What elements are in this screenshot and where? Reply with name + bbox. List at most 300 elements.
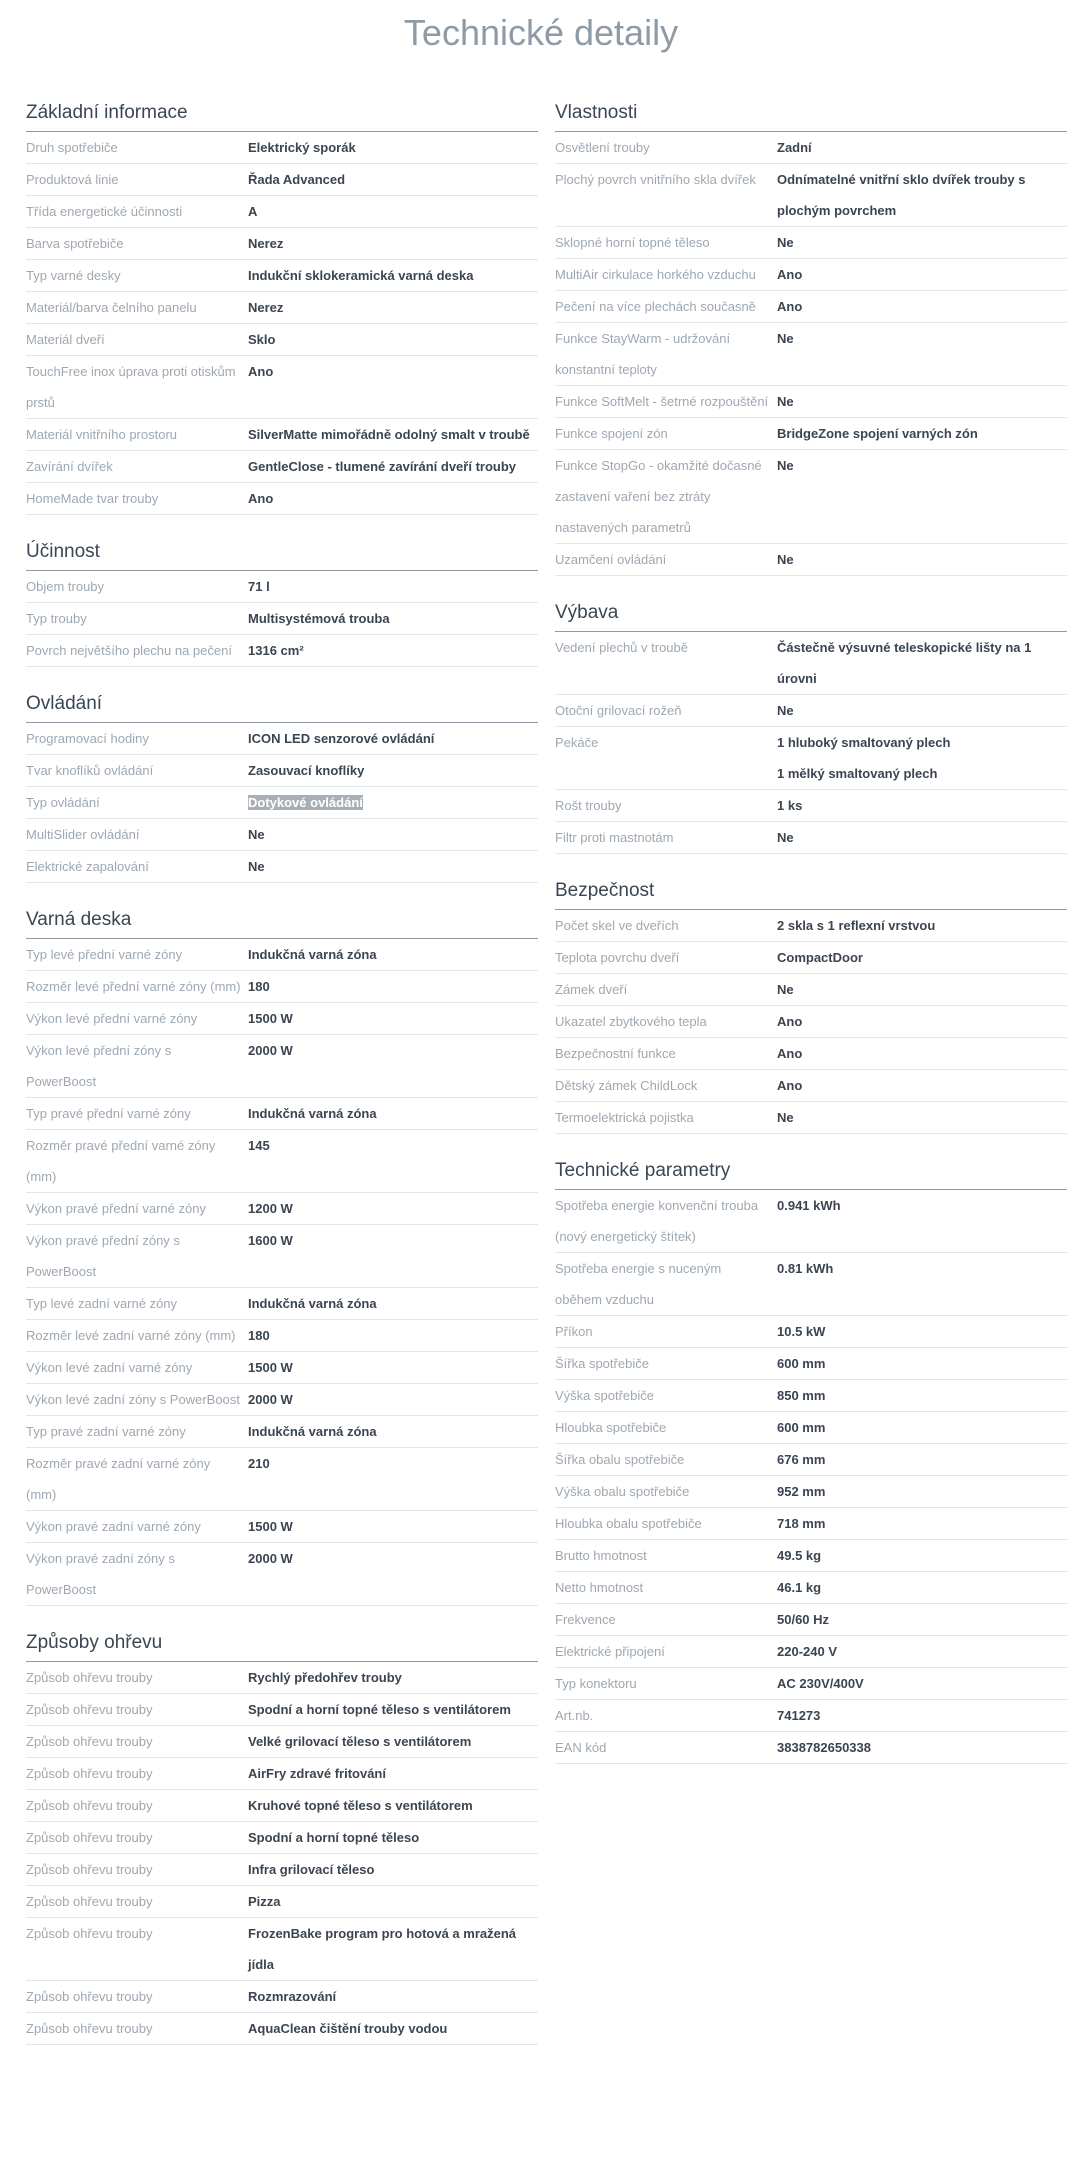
spec-row	[555, 790, 1067, 822]
spec-row	[26, 851, 538, 883]
spec-row	[555, 1508, 1067, 1540]
spec-row	[26, 228, 538, 260]
spec-value	[777, 695, 1067, 726]
spec-row	[555, 259, 1067, 291]
section-title: Způsoby ohřevu	[26, 1632, 538, 1662]
spec-row	[555, 632, 1067, 695]
spec-value	[777, 1636, 1067, 1667]
spec-value-text: 1 ks	[777, 798, 803, 813]
spec-label: Způsob ohřevu trouby	[26, 1766, 153, 1781]
spec-value	[248, 451, 538, 482]
spec-value	[248, 1384, 538, 1415]
spec-value-text: Rozmrazování	[248, 1989, 337, 2004]
section-title: Vlastnosti	[555, 102, 1067, 132]
spec-label: Výkon levé přední zóny s PowerBoost	[26, 1043, 172, 1089]
spec-value-text: Ne	[777, 552, 794, 567]
spec-row	[26, 1098, 538, 1130]
spec-value	[777, 1316, 1067, 1347]
spec-row	[555, 910, 1067, 942]
spec-row	[555, 1412, 1067, 1444]
spec-value	[777, 822, 1067, 853]
spec-value-text: Infra grilovací těleso	[248, 1862, 375, 1877]
spec-label: Osvětlení trouby	[555, 140, 650, 155]
spec-label: Filtr proti mastnotám	[555, 830, 674, 845]
spec-label: Materiál/barva čelního panelu	[26, 300, 197, 315]
spec-label: Výkon pravé zadní zóny s PowerBoost	[26, 1551, 175, 1597]
spec-value	[777, 790, 1067, 821]
spec-label: Příkon	[555, 1324, 593, 1339]
spec-row	[26, 971, 538, 1003]
spec-label: Výkon levé zadní zóny s PowerBoost	[26, 1392, 240, 1407]
spec-row	[555, 1444, 1067, 1476]
spec-row	[26, 1662, 538, 1694]
spec-label: Povrch největšího plechu na pečení	[26, 643, 232, 658]
spec-value-text: 10.5 kW	[777, 1324, 826, 1339]
spec-label: Typ pravé přední varné zóny	[26, 1106, 191, 1121]
spec-label: Uzamčení ovládání	[555, 552, 667, 567]
spec-value	[777, 1668, 1067, 1699]
spec-label: Materiál dveří	[26, 332, 105, 347]
spec-row	[26, 132, 538, 164]
spec-label: Způsob ohřevu trouby	[26, 1894, 153, 1909]
spec-value	[777, 1102, 1067, 1133]
spec-value-text: Ne	[777, 830, 794, 845]
spec-row	[555, 1732, 1067, 1764]
spec-row	[555, 227, 1067, 259]
spec-row	[555, 727, 1067, 790]
spec-value-text: Zasouvací knoflíky	[248, 763, 365, 778]
spec-label: Spotřeba energie s nuceným oběhem vzduchu	[555, 1261, 722, 1307]
spec-value-text: Ano	[777, 299, 803, 314]
spec-row	[26, 1448, 538, 1511]
spec-row	[555, 418, 1067, 450]
spec-value-text: BridgeZone spojení varných zón	[777, 426, 978, 441]
spec-label: Objem trouby	[26, 579, 105, 594]
spec-label: Art.nb.	[555, 1708, 594, 1723]
spec-value-text: Ne	[777, 394, 794, 409]
spec-label: Pečení na více plechách současně	[555, 299, 756, 314]
spec-value	[248, 1543, 538, 1605]
spec-row	[26, 1225, 538, 1288]
spec-value-text: 1500 W	[248, 1011, 293, 1026]
spec-value-text: 220-240 V	[777, 1644, 837, 1659]
spec-label: Výkon pravé přední varné zóny	[26, 1201, 206, 1216]
spec-label: Otoční grilovací rožeň	[555, 703, 682, 718]
spec-value-text: Indukční sklokeramická varná deska	[248, 268, 474, 283]
spec-value	[777, 942, 1067, 973]
spec-value	[777, 1253, 1067, 1315]
spec-label: Rozměr pravé zadní varné zóny (mm)	[26, 1456, 211, 1502]
spec-row	[555, 1572, 1067, 1604]
section-title: Výbava	[555, 602, 1067, 632]
spec-row	[555, 1380, 1067, 1412]
spec-row	[26, 324, 538, 356]
spec-value	[777, 1540, 1067, 1571]
spec-row	[555, 1038, 1067, 1070]
spec-value-text: AquaClean čištění trouby vodou	[248, 2021, 448, 2036]
spec-label: Výška spotřebiče	[555, 1388, 654, 1403]
spec-value	[248, 1035, 538, 1097]
spec-value-text: AC 230V/400V	[777, 1676, 864, 1691]
spec-value	[248, 132, 538, 163]
spec-value-text: 2000 W	[248, 1043, 293, 1058]
spec-row	[555, 1070, 1067, 1102]
spec-value-text: 145	[248, 1138, 270, 1153]
spec-row	[555, 1668, 1067, 1700]
spec-value	[248, 292, 538, 323]
spec-row	[26, 451, 538, 483]
spec-label: TouchFree inox úprava proti otiskům prstů	[26, 364, 236, 410]
spec-value-text: Indukčná varná zóna	[248, 947, 377, 962]
spec-label: Hloubka obalu spotřebiče	[555, 1516, 702, 1531]
spec-value	[777, 632, 1067, 694]
spec-row	[26, 1320, 538, 1352]
spec-value	[248, 635, 538, 666]
spec-label: Typ trouby	[26, 611, 87, 626]
spec-label: Sklopné horní topné těleso	[555, 235, 710, 250]
spec-value	[777, 974, 1067, 1005]
spec-value-text: Ne	[248, 827, 265, 842]
spec-value-text: 2000 W	[248, 1392, 293, 1407]
spec-value	[248, 939, 538, 970]
spec-value-text: 2 skla s 1 reflexní vrstvou	[777, 918, 936, 933]
section-title: Varná deska	[26, 909, 538, 939]
section-zakladni-informace	[26, 102, 538, 515]
spec-row	[26, 1352, 538, 1384]
spec-label: Počet skel ve dveřích	[555, 918, 679, 933]
spec-row	[26, 1193, 538, 1225]
spec-value-text: 1600 W	[248, 1233, 293, 1248]
spec-value	[777, 1070, 1067, 1101]
section-vlastnosti	[555, 102, 1067, 576]
spec-value	[248, 483, 538, 514]
spec-label: Rozměr pravé přední varné zóny (mm)	[26, 1138, 216, 1184]
spec-value	[248, 819, 538, 850]
spec-value-text: Ne	[248, 859, 265, 874]
spec-label: Rošt trouby	[555, 798, 622, 813]
left-column	[26, 102, 538, 2071]
spec-row	[555, 822, 1067, 854]
spec-label: Vedení plechů v troubě	[555, 640, 688, 655]
spec-label: Zámek dveří	[555, 982, 628, 997]
spec-value-text: 718 mm	[777, 1516, 826, 1531]
spec-row	[26, 723, 538, 755]
section-technicke-parametry	[555, 1160, 1067, 1764]
spec-value	[248, 1511, 538, 1542]
spec-columns	[0, 102, 1082, 2071]
spec-label: Elektrické zapalování	[26, 859, 149, 874]
spec-label: Hloubka spotřebiče	[555, 1420, 667, 1435]
spec-value	[248, 1758, 538, 1789]
section-title: Základní informace	[26, 102, 538, 132]
spec-value	[777, 291, 1067, 322]
spec-value-text: 49.5 kg	[777, 1548, 822, 1563]
spec-value-text: Pizza	[248, 1894, 281, 1909]
spec-row	[26, 1822, 538, 1854]
spec-value	[248, 1790, 538, 1821]
spec-row	[555, 1102, 1067, 1134]
spec-value	[248, 1918, 538, 1980]
spec-label: Funkce StopGo - okamžité dočasné zastavení vaření bez ztráty nastavených parametrů	[555, 458, 762, 535]
spec-label: MultiSlider ovládání	[26, 827, 140, 842]
spec-label: Výkon pravé přední zóny s PowerBoost	[26, 1233, 180, 1279]
spec-row	[555, 1540, 1067, 1572]
spec-value-text: Indukčná varná zóna	[248, 1106, 377, 1121]
spec-value	[777, 1190, 1067, 1252]
spec-label: Dětský zámek ChildLock	[555, 1078, 698, 1093]
spec-value	[248, 1225, 538, 1287]
spec-value-text: SilverMatte mimořádně odolný smalt v troubě	[248, 427, 530, 442]
spec-label: Výkon levé zadní varné zóny	[26, 1360, 193, 1375]
spec-label: Způsob ohřevu trouby	[26, 1702, 153, 1717]
spec-row	[555, 164, 1067, 227]
spec-value	[248, 1320, 538, 1351]
spec-value-text: Spodní a horní topné těleso	[248, 1830, 420, 1845]
spec-value	[248, 723, 538, 754]
spec-row	[555, 1190, 1067, 1253]
spec-value-text: CompactDoor	[777, 950, 863, 965]
spec-label: Typ varné desky	[26, 268, 121, 283]
spec-value	[248, 1416, 538, 1447]
spec-value-text: 180	[248, 979, 270, 994]
spec-row	[26, 1886, 538, 1918]
spec-row	[26, 1003, 538, 1035]
spec-value-text: 1316 cm²	[248, 643, 304, 658]
spec-label: Typ konektoru	[555, 1676, 637, 1691]
spec-row	[555, 942, 1067, 974]
spec-value-text: Odnímatelné vnitřní sklo dvířek trouby s plochým povrchem	[777, 172, 1026, 218]
spec-value	[777, 1006, 1067, 1037]
spec-value-text: Ano	[248, 364, 274, 379]
spec-row	[26, 1694, 538, 1726]
spec-value	[248, 1662, 538, 1693]
spec-value	[248, 971, 538, 1002]
spec-value	[248, 1886, 538, 1917]
spec-label: Ukazatel zbytkového tepla	[555, 1014, 707, 1029]
spec-row	[555, 132, 1067, 164]
spec-value-text: Ano	[777, 1046, 803, 1061]
spec-value	[248, 755, 538, 786]
spec-label: Typ ovládání	[26, 795, 100, 810]
spec-value	[777, 1508, 1067, 1539]
spec-value	[248, 2013, 538, 2044]
spec-row	[26, 819, 538, 851]
spec-value-text: 952 mm	[777, 1484, 826, 1499]
spec-row	[26, 635, 538, 667]
spec-label: Pekáče	[555, 735, 599, 750]
spec-value-text: Ano	[777, 1078, 803, 1093]
spec-label: Způsob ohřevu trouby	[26, 1734, 153, 1749]
spec-value-text: Nerez	[248, 236, 284, 251]
section-bezpecnost	[555, 880, 1067, 1134]
spec-value	[248, 1822, 538, 1853]
spec-value-text: 600 mm	[777, 1420, 826, 1435]
spec-row	[26, 419, 538, 451]
spec-value	[248, 1193, 538, 1224]
spec-value-text: Dotykové ovládání	[248, 795, 363, 810]
spec-value-text: Rychlý předohřev trouby	[248, 1670, 402, 1685]
spec-row	[26, 356, 538, 419]
spec-row	[26, 1543, 538, 1606]
spec-value	[777, 1412, 1067, 1443]
spec-value	[777, 227, 1067, 258]
spec-label: Druh spotřebiče	[26, 140, 118, 155]
spec-value-text: Ne	[777, 703, 794, 718]
spec-value	[777, 164, 1067, 226]
spec-value-text: 50/60 Hz	[777, 1612, 830, 1627]
spec-value	[777, 1572, 1067, 1603]
spec-label: Barva spotřebiče	[26, 236, 124, 251]
spec-row	[26, 1981, 538, 2013]
spec-label: Rozměr levé zadní varné zóny (mm)	[26, 1328, 236, 1343]
spec-value	[248, 571, 538, 602]
spec-value-text: FrozenBake program pro hotová a mražená jídla	[248, 1926, 517, 1972]
spec-label: Typ levé přední varné zóny	[26, 947, 183, 962]
spec-row	[26, 1511, 538, 1543]
spec-label: Termoelektrická pojistka	[555, 1110, 694, 1125]
spec-value	[248, 1981, 538, 2012]
spec-value-text: Kruhové topné těleso s ventilátorem	[248, 1798, 473, 1813]
spec-label: Třída energetické účinnosti	[26, 204, 183, 219]
spec-row	[555, 386, 1067, 418]
spec-value	[777, 1038, 1067, 1069]
spec-value	[248, 787, 538, 818]
spec-value-text: 3838782650338	[777, 1740, 871, 1755]
spec-value-text: 0.81 kWh	[777, 1261, 834, 1276]
spec-value-text: 210	[248, 1456, 270, 1471]
spec-value	[248, 1726, 538, 1757]
spec-value-text: Ne	[777, 458, 794, 473]
spec-row	[555, 1700, 1067, 1732]
spec-row	[555, 1316, 1067, 1348]
spec-value	[777, 727, 1067, 789]
spec-label: Materiál vnitřního prostoru	[26, 427, 178, 442]
spec-label: Šířka obalu spotřebiče	[555, 1452, 685, 1467]
section-ucinnost	[26, 541, 538, 667]
spec-row	[26, 1854, 538, 1886]
spec-value-text: 1200 W	[248, 1201, 293, 1216]
section-ovladani	[26, 693, 538, 883]
spec-value	[777, 544, 1067, 575]
spec-value	[777, 910, 1067, 941]
spec-value-text: Řada Advanced	[248, 172, 346, 187]
spec-row	[26, 1758, 538, 1790]
spec-value-text: Ano	[777, 267, 803, 282]
spec-label: HomeMade tvar trouby	[26, 491, 159, 506]
spec-label: Funkce StayWarm - udržování konstantní teploty	[555, 331, 731, 377]
spec-row	[26, 755, 538, 787]
spec-label: Brutto hmotnost	[555, 1548, 647, 1563]
spec-value-text: Ano	[777, 1014, 803, 1029]
spec-row	[26, 164, 538, 196]
spec-value-text: GentleClose - tlumené zavírání dveří trouby	[248, 459, 517, 474]
spec-row	[26, 603, 538, 635]
spec-value-text: ICON LED senzorové ovládání	[248, 731, 435, 746]
spec-value	[248, 196, 538, 227]
spec-row	[26, 196, 538, 228]
spec-value	[248, 1098, 538, 1129]
section-title: Ovládání	[26, 693, 538, 723]
spec-row	[555, 1348, 1067, 1380]
spec-label: Produktová linie	[26, 172, 119, 187]
spec-label: Bezpečnostní funkce	[555, 1046, 676, 1061]
spec-value	[777, 418, 1067, 449]
spec-row	[26, 1130, 538, 1193]
spec-value	[777, 132, 1067, 163]
spec-value-text: A	[248, 204, 258, 219]
spec-value-text: Ne	[777, 331, 794, 346]
spec-value	[248, 1448, 538, 1510]
spec-value	[777, 1700, 1067, 1731]
spec-label: Způsob ohřevu trouby	[26, 1989, 153, 2004]
spec-row	[26, 939, 538, 971]
spec-value	[777, 1380, 1067, 1411]
spec-value-text: 0.941 kWh	[777, 1198, 841, 1213]
spec-value	[248, 356, 538, 418]
spec-value	[248, 260, 538, 291]
spec-label: Způsob ohřevu trouby	[26, 1670, 153, 1685]
spec-label: Typ pravé zadní varné zóny	[26, 1424, 186, 1439]
section-varna-deska	[26, 909, 538, 1606]
spec-label: EAN kód	[555, 1740, 607, 1755]
spec-value	[248, 164, 538, 195]
spec-label: Spotřeba energie konvenční trouba (nový energetický štítek)	[555, 1198, 759, 1244]
spec-value	[248, 1130, 538, 1192]
spec-value-text: 71 l	[248, 579, 270, 594]
spec-label: Způsob ohřevu trouby	[26, 2021, 153, 2036]
spec-value-text: Indukčná varná zóna	[248, 1296, 377, 1311]
spec-label: Zavírání dvířek	[26, 459, 113, 474]
spec-value	[248, 228, 538, 259]
spec-value	[248, 851, 538, 882]
spec-value-text: Indukčná varná zóna	[248, 1424, 377, 1439]
spec-value	[248, 1352, 538, 1383]
spec-value	[777, 1444, 1067, 1475]
spec-value	[777, 450, 1067, 543]
spec-label: Výkon levé přední varné zóny	[26, 1011, 198, 1026]
spec-label: Šířka spotřebiče	[555, 1356, 649, 1371]
spec-value	[777, 1604, 1067, 1635]
spec-value	[777, 1476, 1067, 1507]
spec-row	[26, 1288, 538, 1320]
spec-value	[777, 259, 1067, 290]
spec-value	[777, 1348, 1067, 1379]
spec-value-text: 46.1 kg	[777, 1580, 822, 1595]
spec-value-text: Ne	[777, 982, 794, 997]
spec-value	[248, 1288, 538, 1319]
spec-row	[555, 974, 1067, 1006]
page-title: Technické detaily	[403, 12, 679, 53]
spec-value-text: 850 mm	[777, 1388, 826, 1403]
spec-value-text: 1500 W	[248, 1519, 293, 1534]
spec-row	[26, 1790, 538, 1822]
spec-row	[555, 1636, 1067, 1668]
spec-row	[555, 1253, 1067, 1316]
spec-value-text: Multisystémová trouba	[248, 611, 390, 626]
spec-value-text: Velké grilovací těleso s ventilátorem	[248, 1734, 472, 1749]
spec-value-text: 180	[248, 1328, 270, 1343]
spec-row	[26, 787, 538, 819]
spec-label: Typ levé zadní varné zóny	[26, 1296, 178, 1311]
spec-row	[26, 292, 538, 324]
spec-row	[555, 1006, 1067, 1038]
spec-value	[248, 419, 538, 450]
spec-value	[777, 386, 1067, 417]
spec-value-text: Elektrický sporák	[248, 140, 356, 155]
spec-value-text: 1500 W	[248, 1360, 293, 1375]
spec-value-text: 1 mělký smaltovaný plech	[777, 766, 938, 781]
spec-label: Způsob ohřevu trouby	[26, 1830, 153, 1845]
